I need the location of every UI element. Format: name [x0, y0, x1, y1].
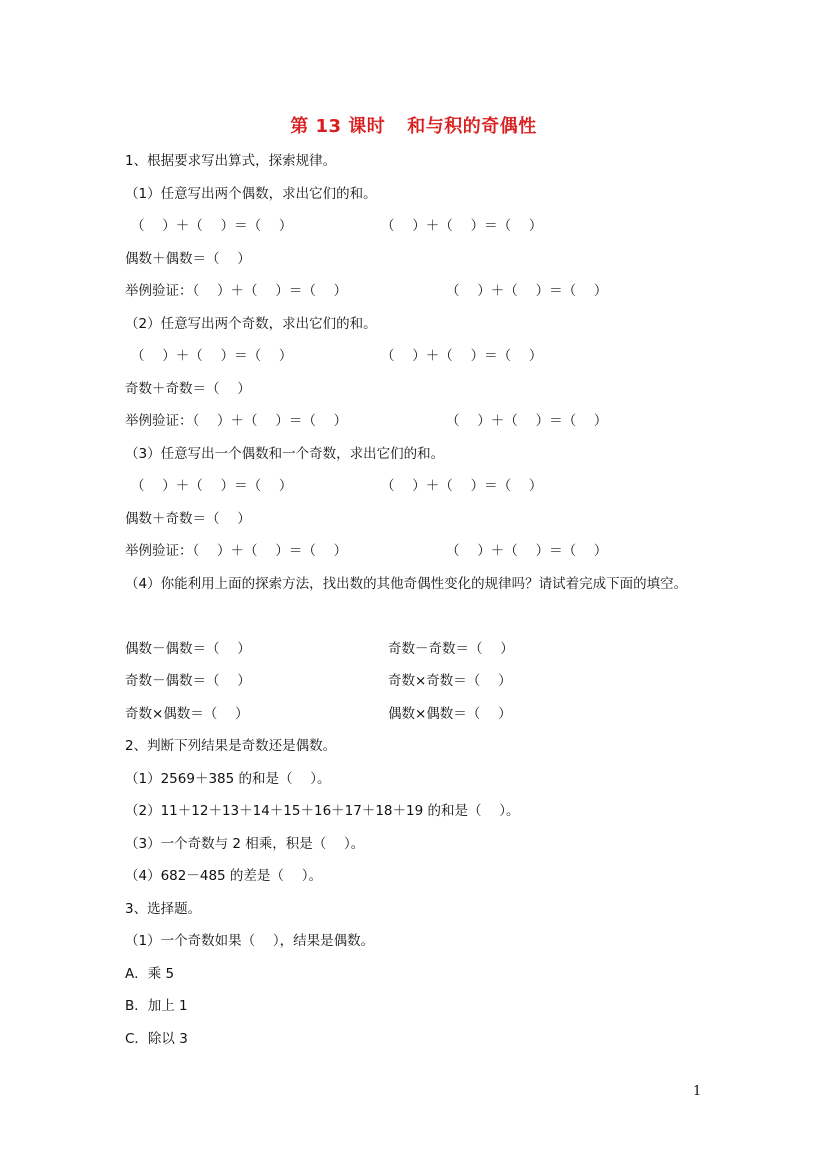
q1-sub2-prompt: （2）任意写出两个奇数，求出它们的和。	[125, 316, 377, 332]
q1-sub2-blank-left[interactable]: （ ）＋（ ）＝（ ）	[131, 348, 293, 364]
q1-sub4-rule-3-left[interactable]: 奇数×偶数＝（ ）	[125, 706, 249, 722]
q3-heading: 3、选择题。	[125, 901, 202, 917]
q1-sub4-rule-3-right[interactable]: 偶数×偶数＝（ ）	[388, 706, 512, 722]
q1-sub1-verify-left[interactable]: 举例验证：（ ）＋（ ）＝（ ）	[125, 283, 348, 299]
q3-option-a[interactable]: A．乘 5	[125, 966, 175, 982]
q1-sub3-blank-right[interactable]: （ ）＋（ ）＝（ ）	[381, 478, 543, 494]
q1-sub4-rule-1-right[interactable]: 奇数－奇数＝（ ）	[388, 641, 514, 657]
q1-sub1-blank-left[interactable]: （ ）＋（ ）＝（ ）	[131, 218, 293, 234]
q1-sub1-rule[interactable]: 偶数＋偶数＝（ ）	[125, 251, 251, 267]
q1-sub3-verify-right[interactable]: （ ）＋（ ）＝（ ）	[446, 543, 608, 559]
q2-item-4[interactable]: （4）682－485 的差是（ ）。	[125, 868, 322, 884]
q1-sub3-prompt: （3）任意写出一个偶数和一个奇数，求出它们的和。	[125, 446, 445, 462]
lesson-number: 第 13 课时	[290, 116, 386, 137]
q1-sub2-verify-left[interactable]: 举例验证：（ ）＋（ ）＝（ ）	[125, 413, 348, 429]
q1-sub3-rule[interactable]: 偶数＋奇数＝（ ）	[125, 511, 251, 527]
q3-question[interactable]: （1）一个奇数如果（ ），结果是偶数。	[125, 933, 375, 949]
q3-option-b[interactable]: B．加上 1	[125, 998, 188, 1014]
q1-sub1-prompt: （1）任意写出两个偶数，求出它们的和。	[125, 186, 377, 202]
q1-sub2-verify-right[interactable]: （ ）＋（ ）＝（ ）	[446, 413, 608, 429]
q1-sub3-verify-left[interactable]: 举例验证：（ ）＋（ ）＝（ ）	[125, 543, 348, 559]
lesson-topic: 和与积的奇偶性	[407, 116, 537, 137]
q1-sub2-rule[interactable]: 奇数＋奇数＝（ ）	[125, 381, 251, 397]
q1-sub1-blank-right[interactable]: （ ）＋（ ）＝（ ）	[381, 218, 543, 234]
q1-heading: 1、根据要求写出算式，探索规律。	[125, 153, 337, 169]
q2-heading: 2、判断下列结果是奇数还是偶数。	[125, 738, 337, 754]
q2-item-2[interactable]: （2）11＋12＋13＋14＋15＋16＋17＋18＋19 的和是（ ）。	[125, 803, 520, 819]
page-number: 1	[693, 1084, 702, 1099]
q3-option-c[interactable]: C．除以 3	[125, 1031, 188, 1047]
q1-sub2-blank-right[interactable]: （ ）＋（ ）＝（ ）	[381, 348, 543, 364]
q1-sub4-prompt: （4）你能利用上面的探索方法，找出数的其他奇偶性变化的规律吗？请试着完成下面的填空。	[125, 576, 688, 592]
q1-sub1-verify-right[interactable]: （ ）＋（ ）＝（ ）	[446, 283, 608, 299]
q1-sub4-rule-2-left[interactable]: 奇数－偶数＝（ ）	[125, 673, 251, 689]
q2-item-1[interactable]: （1）2569＋385 的和是（ ）。	[125, 771, 331, 787]
q1-sub4-rule-1-left[interactable]: 偶数－偶数＝（ ）	[125, 641, 251, 657]
q2-item-3[interactable]: （3）一个奇数与 2 相乘，积是（ ）。	[125, 836, 365, 852]
q1-sub3-blank-left[interactable]: （ ）＋（ ）＝（ ）	[131, 478, 293, 494]
q1-sub4-rule-2-right[interactable]: 奇数×奇数＝（ ）	[388, 673, 512, 689]
page-title	[0, 112, 827, 138]
